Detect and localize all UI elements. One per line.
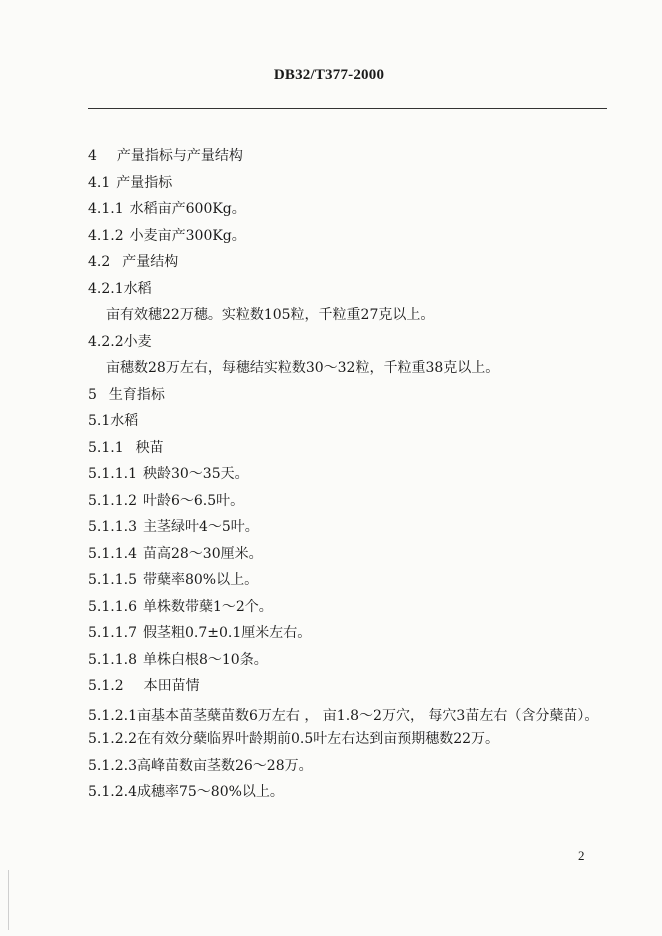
section-line	[88, 199, 612, 226]
section-line	[88, 729, 612, 756]
section-number: 5.1.1.7	[88, 625, 137, 641]
section-line	[88, 756, 612, 783]
paragraph-text: 亩有效穗22万穗。实粒数105粒，千粒重27克以上。	[106, 307, 435, 323]
section-number: 4.2	[88, 254, 111, 270]
section-line	[88, 597, 612, 624]
section-line	[88, 385, 612, 412]
page-number: 2	[578, 848, 585, 863]
section-title: 亩基本苗茎蘖苗数6万左右 ， 亩1.8～2万穴， 每穴3苗左右（含分蘖苗）。	[136, 707, 599, 724]
section-line	[88, 491, 612, 518]
section-number: 5.1.2.3	[88, 757, 137, 774]
section-title: 成穗率75～80%以上。	[136, 784, 284, 800]
section-line	[88, 464, 612, 491]
section-title: 叶龄6～6.5叶。	[142, 492, 245, 509]
document-body	[88, 146, 612, 809]
section-title: 产量结构	[122, 254, 179, 270]
section-number: 5.1.1.8	[88, 651, 137, 668]
section-line	[88, 146, 612, 173]
section-line	[88, 782, 612, 809]
section-number: 5.1.1.1	[88, 466, 137, 482]
section-line	[88, 623, 612, 650]
section-number: 4.1.1	[88, 201, 124, 217]
section-title: 单株白根8～10条。	[142, 651, 268, 668]
section-line	[88, 650, 612, 677]
section-title: 小麦亩产300Kg。	[129, 227, 246, 244]
scan-edge-mark	[8, 870, 9, 930]
section-number: 5.1.1.3	[88, 519, 137, 535]
section-number: 5.1.1.4	[88, 545, 137, 562]
section-number: 5.1	[88, 413, 111, 429]
section-number: 5.1.2.2	[88, 731, 137, 747]
header-rule	[88, 108, 607, 109]
section-line	[88, 570, 612, 597]
section-title: 生育指标	[108, 386, 165, 403]
section-number: 4.1	[88, 174, 111, 191]
section-title: 苗高28～30厘米。	[142, 545, 263, 562]
section-body-text	[88, 358, 612, 385]
paragraph-text: 亩穗数28万左右，每穗结实粒数30～32粒，千粒重38克以上。	[106, 360, 500, 376]
section-title: 本田苗情	[143, 678, 200, 694]
section-number: 5	[88, 386, 97, 403]
section-title: 秧龄30～35天。	[142, 466, 249, 482]
section-title: 产量指标	[116, 174, 173, 191]
section-line	[88, 438, 612, 465]
section-title: 产量指标与产量结构	[116, 148, 243, 164]
document-header	[0, 64, 662, 84]
section-number: 4	[88, 148, 97, 164]
section-title: 高峰苗数亩茎数26～28万。	[136, 757, 313, 774]
section-title: 水稻亩产600Kg。	[129, 201, 246, 217]
section-number: 5.1.2.4	[88, 784, 137, 800]
section-title: 水稻	[123, 280, 152, 297]
section-title: 假茎粗0.7±0.1厘米左右。	[142, 625, 312, 641]
section-number: 5.1.1.6	[88, 598, 137, 615]
section-line	[88, 411, 612, 438]
section-number: 5.1.2	[88, 678, 124, 694]
section-line	[88, 703, 612, 730]
section-title: 单株数带蘖1～2个。	[142, 598, 273, 615]
section-line	[88, 173, 612, 200]
section-title: 小麦	[123, 333, 152, 350]
section-line	[88, 676, 612, 703]
section-number: 4.2.1	[88, 280, 124, 297]
section-number: 5.1.2.1	[88, 707, 137, 724]
section-title: 带蘖率80%以上。	[142, 572, 259, 588]
section-title: 在有效分蘖临界叶龄期前0.5叶左右达到亩预期穗数22万。	[136, 731, 500, 747]
section-title: 水稻	[110, 413, 139, 429]
section-line	[88, 279, 612, 306]
document-code: DB32/T377-2000	[273, 67, 385, 83]
section-number: 4.1.2	[88, 227, 124, 244]
section-number: 5.1.1.2	[88, 492, 137, 509]
section-title: 主茎绿叶4～5叶。	[142, 519, 259, 535]
section-line	[88, 544, 612, 571]
section-title: 秧苗	[135, 439, 164, 456]
section-number: 4.2.2	[88, 333, 124, 350]
section-line	[88, 252, 612, 279]
section-body-text	[88, 305, 612, 332]
section-line	[88, 517, 612, 544]
section-line	[88, 226, 612, 253]
section-line	[88, 332, 612, 359]
section-number: 5.1.1.5	[88, 572, 137, 588]
section-number: 5.1.1	[88, 439, 124, 456]
